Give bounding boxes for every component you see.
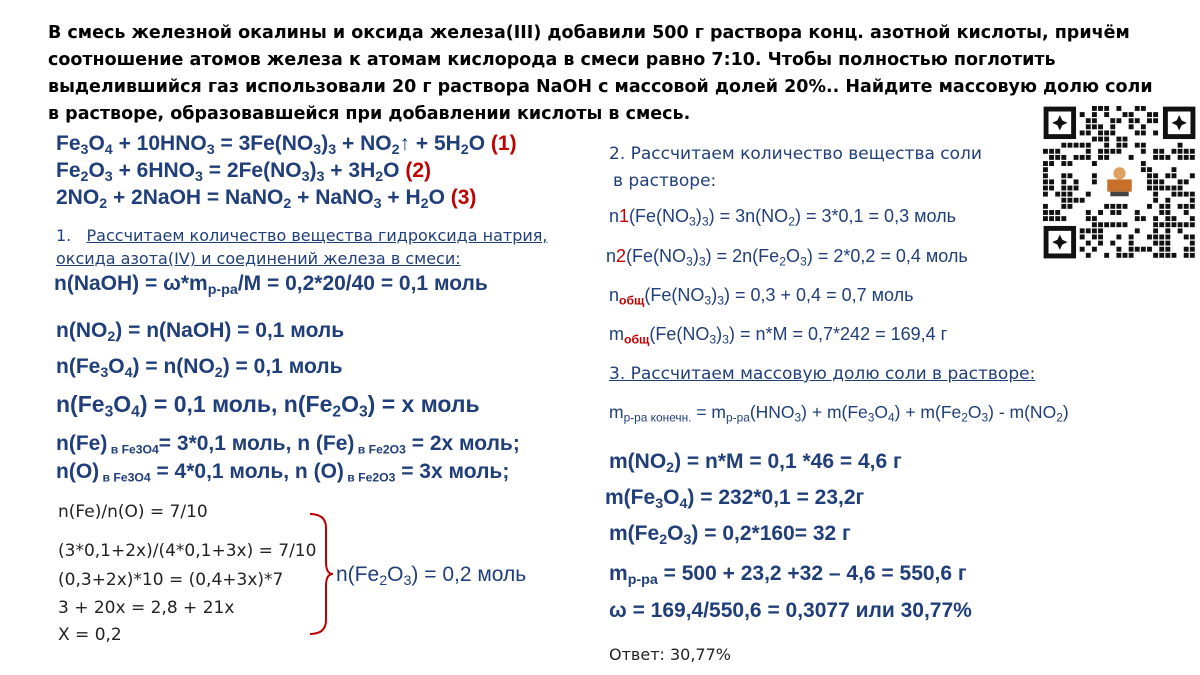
solution-mass: $m_{р-ра} = 500 + 23,2 +32 - 4,6 = 550,6$ г <box>609 562 967 588</box>
step2-title-line1: 2. Рассчитаем количество вещества соли <box>609 144 982 164</box>
equation-1: $Fe_3O_4 + 10HNO_3 = 3Fe(NO_3)_3$ + $NO_2↑ + 5H_2O$ (1) <box>56 132 517 158</box>
calc-line: X = 0,2 <box>58 625 122 645</box>
step1-title-line2: оксида азота(IV) и соединений железа в смеси: <box>56 249 461 268</box>
oxygen-atoms: n(O) $_{в Fe3O4}$ = 4*0,1 моль, n (O) $_{в Fe2O3}$ = 3х моль; <box>56 460 510 485</box>
naoh-amount: n(NaOH) = $\omega*m_{р-ра}/M = 0,2*20/40 = 0,1$ моль <box>54 272 488 298</box>
salt-amount-2: $n2(Fe(NO_3)_3) = 2n(Fe_2O_3) = 2*0,2 = 0,4$ моль <box>606 246 968 269</box>
x-definition: $n(Fe_3O_4) = 0,1$ моль, $n(Fe_2O_3) = х$ моль <box>56 391 480 421</box>
step1-title-line1: 1. Рассчитаем количество вещества гидроксида натрия, <box>56 226 548 245</box>
final-mass-formula: $m_{р-ра конечн.} = m_{р-ра}(HNO_3) + m(Fe_3O_4) + m(Fe_2O_3) - m(NO_2)$ <box>609 402 1069 425</box>
equation-3: $2NO_2$ + 2NaOH = NaNO$_2$ + NaNO$_3$ + $H_2O$ (3) <box>56 186 477 212</box>
salt-amount-1: $n1(Fe(NO_3)_3) = 3n(NO_2) = 3*0,1 = 0,3$ моль <box>609 206 956 229</box>
mass-fraction: ω = 169,4/550,6 = 0,3077 или 30,77% <box>609 599 972 622</box>
no2-amount: $n(NO_2)$ = n(NaOH) = 0,1 моль <box>56 319 345 345</box>
answer: Ответ: 30,77% <box>609 645 731 664</box>
calc-line: 3 + 20x = 2,8 + 21x <box>58 598 235 618</box>
salt-mass-total: $m_{общ}(Fe(NO_3)_3) = n*M = 0,7*242 = 169,4$ г <box>609 324 948 347</box>
salt-amount-total: $n_{общ}(Fe(NO_3)_3) = 0,3 + 0,4 = 0,7$ моль <box>609 285 914 308</box>
curly-brace <box>306 510 336 638</box>
mass-fe3o4: $m(Fe_3O_4) = 232*0,1 = 23,2г$ <box>605 486 865 512</box>
iron-atoms: n(Fe) $_{в Fe3O4}$= 3*0,1 моль, n (Fe) $_{в Fe2O3}$ = 2х моль; <box>56 432 520 457</box>
mass-fe2o3: $m(Fe_2O_3) = 0,2*160= 32$ г <box>609 522 851 548</box>
qr-logo <box>1101 164 1138 201</box>
equation-2: $Fe_2O_3 + 6HNO_3 = 2Fe(NO_3)_3 + 3H_2O$ (2) <box>56 159 432 185</box>
calc-line: (0,3+2x)*10 = (0,4+3x)*7 <box>58 570 284 590</box>
step2-title-line2: в растворе: <box>613 171 717 191</box>
mass-no2: $m(NO_2) = n*M = 0,1$ *46 = 4,6 г <box>609 450 902 476</box>
problem-statement: В смесь железной окалины и оксида железа(III) добавили 500 г раствора конц. азотной кислоты, причём соотношение атомов железа к атомам кислорода в смеси равно 7:10. Чтобы полностью поглотить выделившийся газ использовали 20 г раствора NaOH с массовой долей 20%.. Найдите массовую долю соли в растворе, образовавшейся при добавлении кислоты в смесь. <box>48 23 1153 124</box>
step3-title: 3. Рассчитаем массовую долю соли в растворе: <box>609 364 1036 384</box>
calc-line: n(Fe)/n(O) = 7/10 <box>58 502 208 522</box>
fe2o3-result: $n(Fe_2O_3) = 0,2$ моль <box>336 563 527 589</box>
fe3o4-amount: $n(Fe_3O_4) = n(NO_2) = 0,1$ моль <box>56 355 343 381</box>
calc-line: (3*0,1+2x)/(4*0,1+3x) = 7/10 <box>58 541 317 561</box>
qr-code <box>1043 106 1196 259</box>
